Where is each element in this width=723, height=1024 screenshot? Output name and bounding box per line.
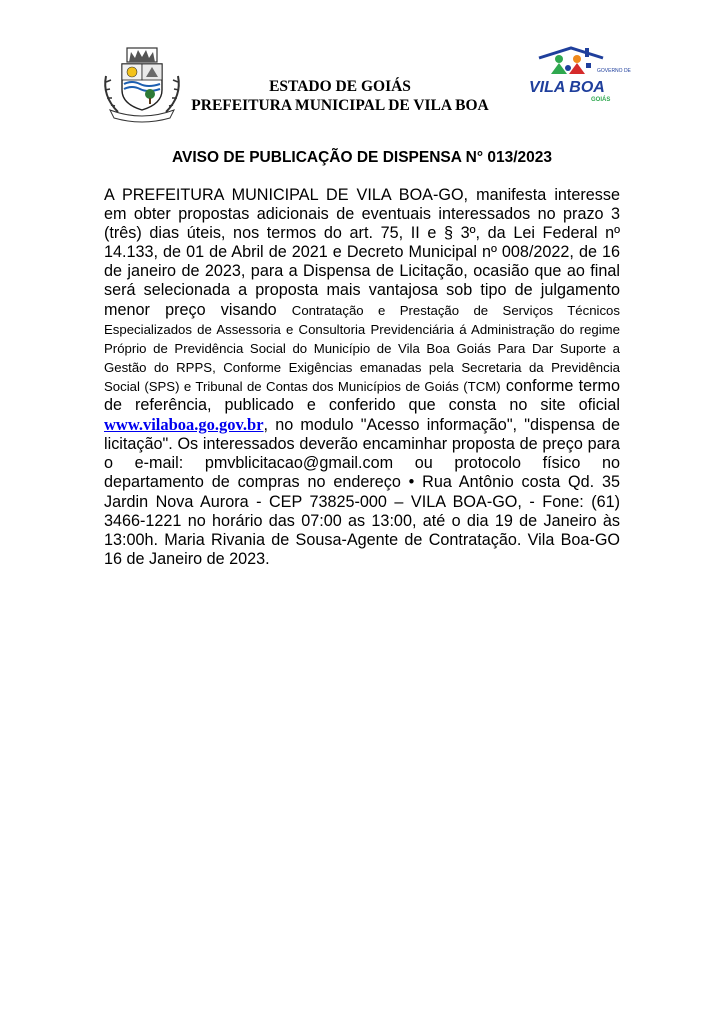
municipality-name: PREFEITURA MUNICIPAL DE VILA BOA (191, 97, 489, 114)
notice-paragraph-intro: A PREFEITURA MUNICIPAL DE VILA BOA-GO, manifesta interesse em obter propostas adicionais de eventuais interessados no prazo 3 (três) dias úteis, nos termos do art. 75, II e § 3º, da Lei Federal nº 14.133, de 01 de Abril de 2021 e Decreto Municipal nº 008/2022, de 16 de janeiro de 2023, para a Dispensa de Licitação, ocasião que ao final será selecionada a proposta mais vantajosa sob tipo de julgamento menor preço visando (104, 186, 620, 319)
notice-paragraph-reference: conforme termo de referência, publicado e conferido que consta no site oficial (104, 376, 620, 415)
notice-object-description: Contratação e Prestação de Serviços Técnicos Especializados de Assessoria e Consultoria Previdenciária á Administração do regime Próprio de Previdência Social do Município de Vila Boa Goiás Para Dar Suporte a Gestão do RPPS, Conforme Exigências emanadas pela Secretaria da Previdência Social (SPS) e Tribunal de Contas dos Municípios de Goiás (TCM) (104, 302, 620, 394)
website-link[interactable]: www.vilaboa.go.gov.br (104, 415, 264, 435)
state-name: ESTADO DE GOIÁS (269, 78, 411, 95)
gov-logo-name: VILA BOA (529, 79, 605, 96)
notice-paragraph-instructions: , no modulo "Acesso informação", "dispensa de licitação". Os interessados deverão encaminhar proposta de preço para o e-mail: pmvblicitacao@gmail.com ou protocolo físico no departamento de compras no endereço • Rua Antônio costa Qd. 35 Jardin Nova Aurora - CEP 73825-000 – VILA BOA-GO, - Fone: (61) 3466-1221 no horário das 07:00 as 13:00, até o dia 19 de Janeiro às 13:00h. Maria Rivania de Sousa-Agente de Contratação. Vila Boa-GO 16 de Janeiro de 2023. (104, 416, 620, 568)
governo-vila-boa-logo (523, 48, 631, 108)
document-header (180, 77, 500, 115)
notice-body (104, 186, 620, 569)
gov-logo-top-text: GOVERNO DE (597, 68, 631, 74)
notice-title: AVISO DE PUBLICAÇÃO DE DISPENSA N° 013/2023 (171, 149, 553, 166)
municipal-crest-logo (100, 46, 184, 124)
gov-logo-state: GOIÁS (591, 97, 611, 103)
